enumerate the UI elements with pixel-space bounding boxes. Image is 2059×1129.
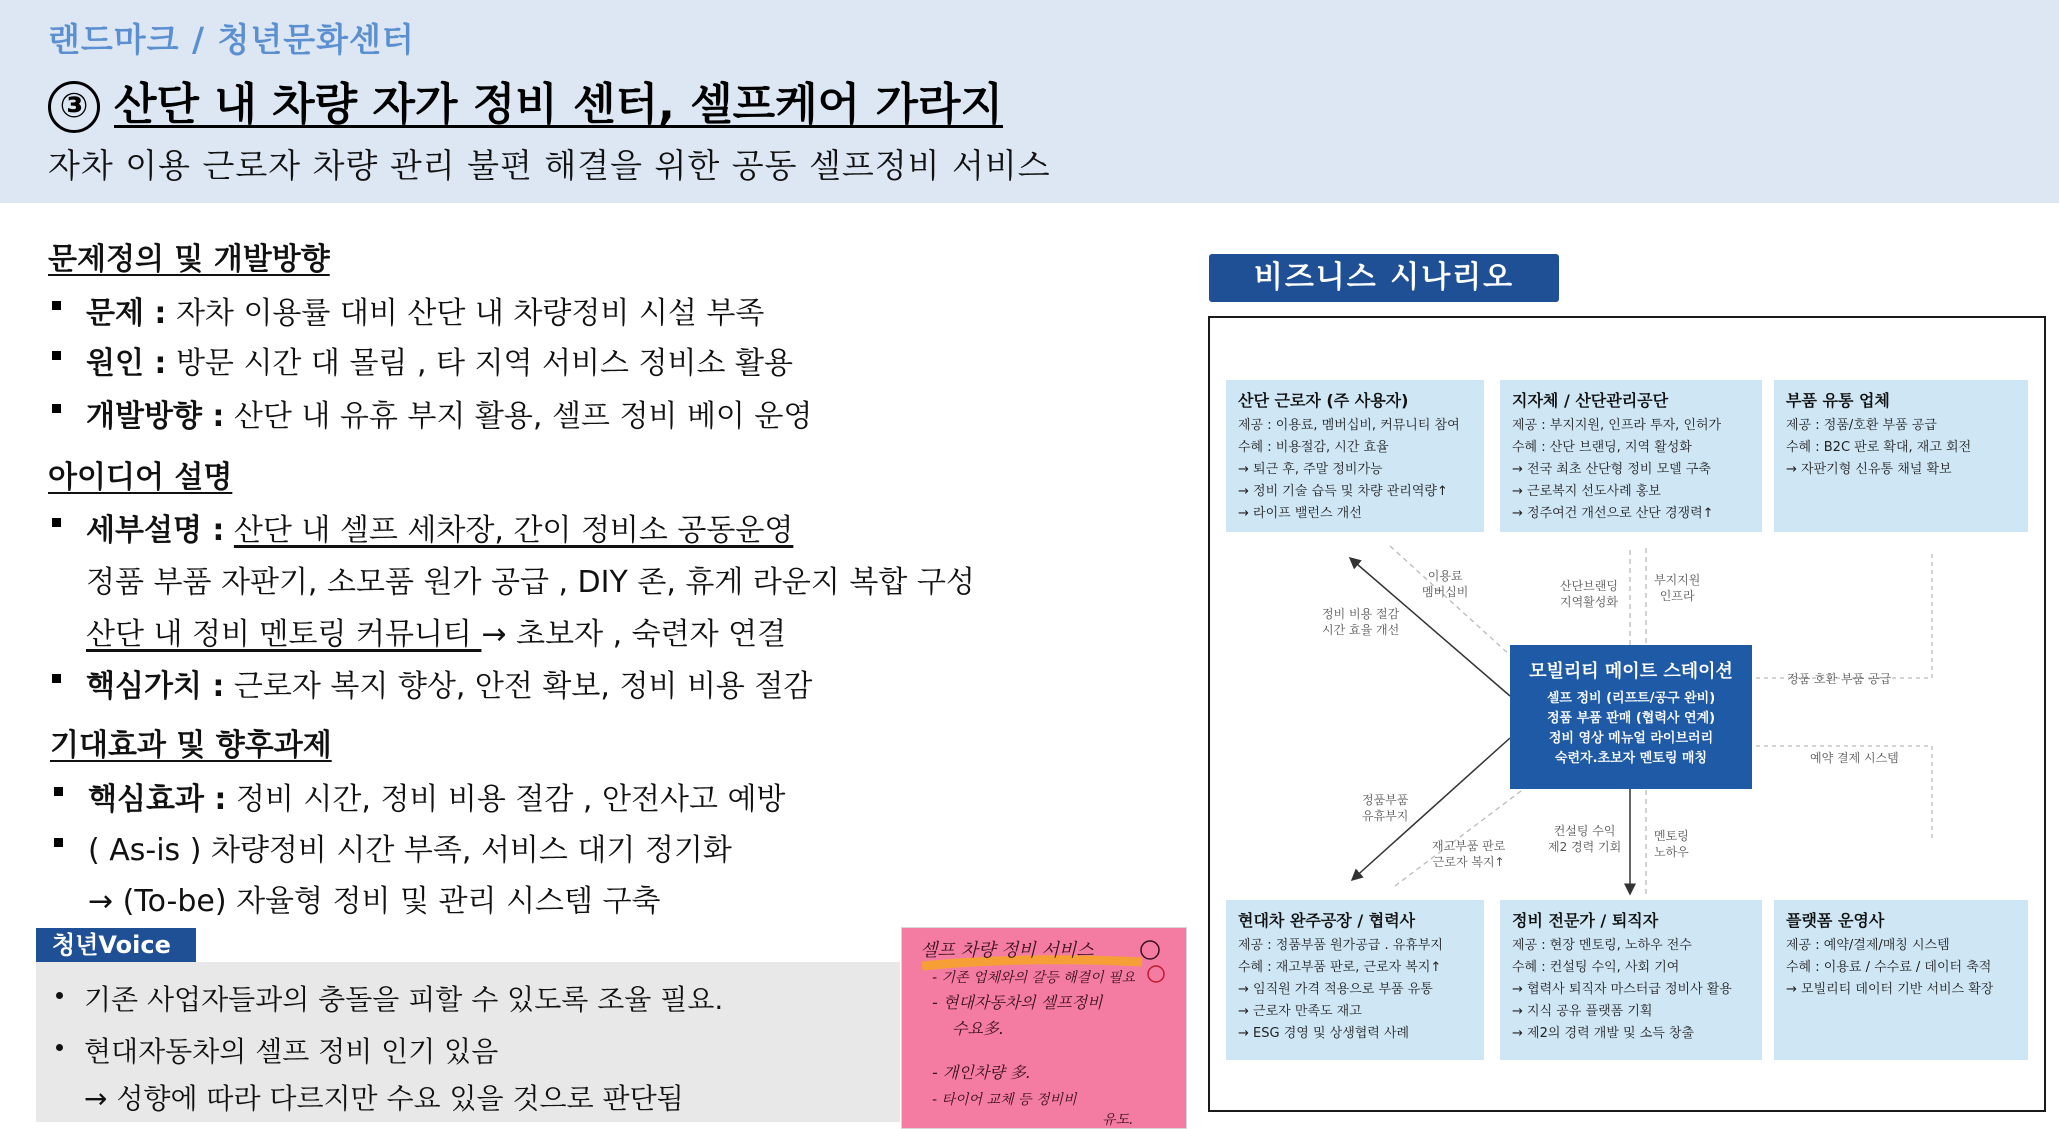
card-experts xyxy=(1500,900,1762,1060)
card-line: → 정비 기술 습득 및 차량 관리역량↑ xyxy=(1238,484,1448,499)
voice-text-1: 기존 사업자들과의 충돌을 피할 수 있도록 조율 필요. xyxy=(84,983,724,1016)
business-scenario-tag: 비즈니스 시나리오 xyxy=(1209,254,1559,302)
mentoring-text: 산단 내 정비 멘토링 커뮤니티 xyxy=(86,617,482,652)
value-text: 근로자 복지 향상, 안전 확보, 정비 비용 절감 xyxy=(224,669,813,704)
direction-item xyxy=(86,391,812,435)
card-title: 정비 전문가 / 퇴직자 xyxy=(1512,911,1659,930)
problem-text: 자차 이용률 대비 산단 내 차량정비 시설 부족 xyxy=(166,296,765,331)
svg-text:유도.: 유도. xyxy=(1102,1112,1134,1128)
card-line: → 근로자 만족도 재고 xyxy=(1238,1004,1362,1019)
detail-line-3 xyxy=(86,609,786,653)
mentoring-rest: → 초보자 , 숙련자 연결 xyxy=(481,617,787,652)
hub-line: 정품 부품 판매 (협력사 연계) xyxy=(1546,711,1716,726)
tobe-line: → (To-be) 자율형 정비 및 관리 시스템 구축 xyxy=(88,884,661,919)
card-line: → 라이프 밸런스 개선 xyxy=(1238,506,1362,521)
card-platform xyxy=(1774,900,2028,1060)
value-key: 핵심가치 : xyxy=(86,669,225,704)
card-line: 제공 : 정품/호환 부품 공급 xyxy=(1786,418,1937,433)
card-line: 수혜 : B2C 판로 확대, 재고 회전 xyxy=(1786,440,1972,455)
flow-label: 정품 호환 부품 공급 xyxy=(1787,672,1892,686)
card-line: 수혜 : 비용절감, 시간 효율 xyxy=(1238,440,1389,455)
flow-label: 멘토링 노하우 xyxy=(1654,829,1689,859)
card-hyundai xyxy=(1226,900,1484,1060)
card-local-gov xyxy=(1500,380,1762,532)
card-line: 제공 : 예약/결제/매칭 시스템 xyxy=(1786,938,1950,953)
card-line: 수혜 : 컨설팅 수익, 사회 기여 xyxy=(1512,960,1680,975)
flow-label: 재고부품 판로 근로자 복지↑ xyxy=(1432,839,1506,869)
card-line: → 지식 공유 플랫폼 기획 xyxy=(1512,1004,1653,1019)
cause-item xyxy=(86,338,793,382)
hub-line: 정비 영상 메뉴얼 라이브러리 xyxy=(1548,731,1714,746)
flow-label: 컨설팅 수익 제2 경력 기회 xyxy=(1548,824,1622,854)
detail-line-2: 정품 부품 자판기, 소모품 원가 공급 , DIY 존, 휴게 라운지 복합 구성 xyxy=(86,565,975,600)
card-line: → 정주여건 개선으로 산단 경쟁력↑ xyxy=(1512,506,1714,521)
svg-text:- 타이어 교체 등 정비비: - 타이어 교체 등 정비비 xyxy=(932,1092,1077,1108)
card-line: → 제2의 경력 개발 및 소득 창출 xyxy=(1512,1026,1695,1041)
breadcrumb: 랜드마크 / 청년문화센터 xyxy=(48,20,415,59)
business-scenario-diagram xyxy=(1208,316,2046,1112)
card-title: 플랫폼 운영사 xyxy=(1786,911,1885,930)
voice-line-3: → 성향에 따라 다르지만 수요 있을 것으로 판단됨 xyxy=(84,1082,684,1115)
card-line: 제공 : 정품부품 원가공급 . 유휴부지 xyxy=(1238,938,1443,953)
flow-label: 예약 결제 시스템 xyxy=(1810,751,1899,765)
hub-line: 숙련자.초보자 멘토링 매칭 xyxy=(1554,751,1708,766)
card-line: → 임직원 가격 적용으로 부품 유통 xyxy=(1238,982,1433,997)
effect-key: 핵심효과 : xyxy=(88,782,227,817)
card-parts-dist xyxy=(1774,380,2028,532)
asis-text: ( As-is ) 차량정비 시간 부족, 서비스 대기 정기화 xyxy=(88,833,732,868)
card-line: → 근로복지 선도사례 홍보 xyxy=(1512,484,1661,499)
detail-item xyxy=(86,505,793,549)
effect-heading: 기대효과 및 향후과제 xyxy=(50,728,332,763)
card-line: → 협력사 퇴직자 마스터급 정비사 활용 xyxy=(1512,982,1732,997)
postit-line-1: 셀프 차량 정비 서비스 xyxy=(920,940,1094,961)
card-line: 제공 : 이용료, 멤버십비, 커뮤니티 참여 xyxy=(1238,418,1460,433)
direction-key: 개발방향 : xyxy=(86,399,225,434)
asis-item xyxy=(88,825,732,869)
cause-key: 원인 : xyxy=(86,346,167,381)
idea-heading: 아이디어 설명 xyxy=(48,460,233,495)
voice-tag: 청년Voice xyxy=(36,928,196,962)
header-banner xyxy=(0,0,2059,203)
card-line: → 전국 최초 산단형 정비 모델 구축 xyxy=(1512,462,1711,477)
flow-label: 이용료 멤버십비 xyxy=(1422,569,1469,599)
detail-key: 세부설명 : xyxy=(86,513,225,548)
problem-item xyxy=(86,288,764,332)
voice-line-1 xyxy=(84,978,723,1018)
problem-heading: 문제정의 및 개발방향 xyxy=(48,242,330,277)
card-title: 산단 근로자 (주 사용자) xyxy=(1238,391,1409,410)
hub-mobility-station xyxy=(1510,645,1752,789)
card-title: 현대차 완주공장 / 협력사 xyxy=(1238,911,1416,930)
card-title: 부품 유통 업체 xyxy=(1786,391,1890,410)
svg-text:수요多.: 수요多. xyxy=(952,1019,1004,1038)
cause-text: 방문 시간 대 몰림 , 타 지역 서비스 정비소 활용 xyxy=(166,346,793,381)
page-title xyxy=(48,68,1003,133)
flow-label: 부지지원 인프라 xyxy=(1654,573,1701,603)
card-line: → 퇴근 후, 주말 정비가능 xyxy=(1238,462,1383,477)
card-line: 수혜 : 재고부품 판로, 근로자 복지↑ xyxy=(1238,960,1442,975)
card-line: → ESG 경영 및 상생협력 사례 xyxy=(1238,1026,1410,1041)
detail-text: 산단 내 셀프 세차장, 간이 정비소 공동운영 xyxy=(233,513,794,548)
voice-line-2 xyxy=(84,1030,498,1070)
flow-label: 산단브랜딩 지역활성화 xyxy=(1560,579,1618,609)
svg-text:- 현대자동차의 셀프정비: - 현대자동차의 셀프정비 xyxy=(932,993,1103,1012)
problem-key: 문제 : xyxy=(86,296,167,331)
hub-title: 모빌리티 메이트 스테이션 xyxy=(1529,661,1733,682)
handwritten-postit-image xyxy=(902,928,1186,1128)
card-workers xyxy=(1226,380,1484,532)
direction-text: 산단 내 유휴 부지 활용, 셀프 정비 베이 운영 xyxy=(224,399,813,434)
postit-handwriting xyxy=(902,928,1186,1128)
voice-text-2: 현대자동차의 셀프 정비 인기 있음 xyxy=(84,1035,499,1068)
card-line: → 자판기형 신유통 채널 확보 xyxy=(1786,462,1952,477)
svg-text:- 개인차량 多.: - 개인차량 多. xyxy=(932,1063,1031,1082)
flow-label: 정품부품 유휴부지 xyxy=(1362,793,1409,823)
effect-text: 정비 시간, 정비 비용 절감 , 안전사고 예방 xyxy=(226,782,786,817)
page-subtitle: 자차 이용 근로자 차량 관리 불편 해결을 위한 공동 셀프정비 서비스 xyxy=(48,146,1051,185)
title-number: ③ xyxy=(48,81,100,133)
svg-text:- 기존 업체와의 갈등 해결이 필요: - 기존 업체와의 갈등 해결이 필요 xyxy=(932,970,1136,986)
card-line: 수혜 : 산단 브랜딩, 지역 활성화 xyxy=(1512,440,1692,455)
title-text: 산단 내 차량 자가 정비 센터, 셀프케어 가라지 xyxy=(114,79,1004,130)
flow-label: 정비 비용 절감 시간 효율 개선 xyxy=(1322,607,1400,637)
card-line: 제공 : 부지지원, 인프라 투자, 인허가 xyxy=(1512,418,1722,433)
card-line: 수혜 : 이용료 / 수수료 / 데이터 축적 xyxy=(1786,960,1992,975)
card-line: → 모빌리티 데이터 기반 서비스 확장 xyxy=(1786,982,1994,997)
card-line: 제공 : 현장 멘토링, 노하우 전수 xyxy=(1512,938,1692,953)
card-title: 지자체 / 산단관리공단 xyxy=(1512,391,1669,410)
effect-item xyxy=(88,774,785,818)
hub-line: 셀프 정비 (리프트/공구 완비) xyxy=(1546,691,1716,706)
value-item xyxy=(86,661,812,705)
